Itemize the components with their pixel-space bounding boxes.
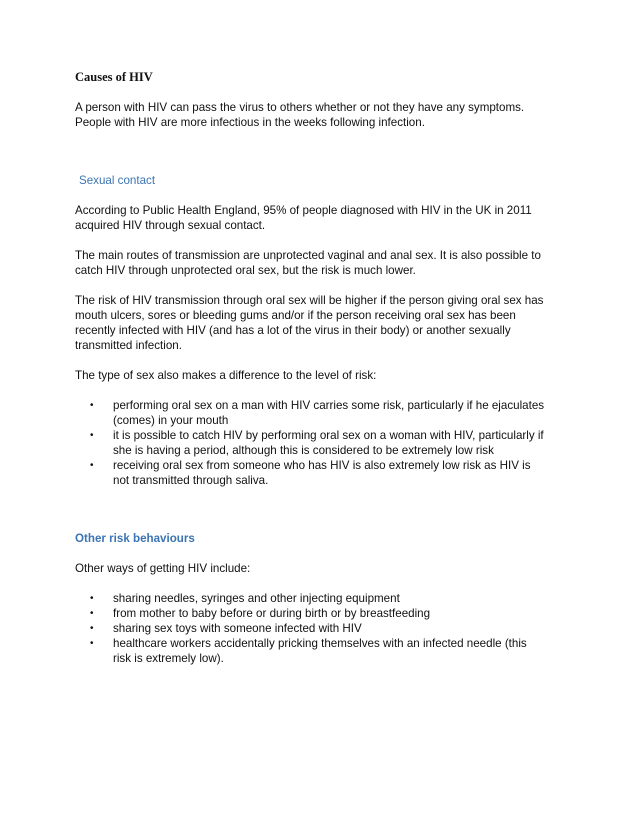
list-item-text: sharing sex toys with someone infected with HIV: [113, 622, 362, 635]
list-item-text: performing oral sex on a man with HIV carries some risk, particularly if he ejaculates (comes) in your mouth: [113, 399, 545, 427]
bullet-icon: •: [90, 460, 94, 471]
list-item-text: it is possible to catch HIV by performing oral sex on a woman with HIV, particularly if she is having a period, although this is considered to be extremely low risk: [113, 429, 544, 457]
list-item: [75, 636, 545, 666]
section-heading-sexual-contact: Sexual contact: [79, 174, 156, 187]
list-item: [75, 591, 545, 606]
list-item: [75, 621, 545, 636]
intro-paragraph: A person with HIV can pass the virus to others whether or not they have any symptoms. People with HIV are more infectious in the weeks following infection.: [75, 101, 525, 129]
bullet-icon: •: [90, 623, 94, 634]
section-spacer: [75, 145, 545, 173]
bullet-icon: •: [90, 593, 94, 604]
bullet-icon: •: [90, 430, 94, 441]
document-title: Causes of HIV: [75, 70, 153, 84]
list-item: [75, 458, 545, 488]
paragraph: The main routes of transmission are unprotected vaginal and anal sex. It is also possible to catch HIV through unprotected oral sex, but the risk is much lower.: [75, 249, 541, 277]
list-item-text: healthcare workers accidentally pricking themselves with an infected needle (this risk is extremely low).: [113, 637, 527, 665]
list-item: [75, 398, 545, 428]
bullet-icon: •: [90, 400, 94, 411]
paragraph: The type of sex also makes a difference to the level of risk:: [75, 369, 377, 382]
paragraph: The risk of HIV transmission through oral sex will be higher if the person giving oral sex has mouth ulcers, sores or bleeding gums and/or if the person receiving oral sex has been recently infected with HIV (and has a lot of the virus in their body) or another sexually transmitted infection.: [75, 294, 544, 352]
document-page: [75, 70, 545, 681]
section-spacer: [75, 503, 545, 531]
paragraph: According to Public Health England, 95% of people diagnosed with HIV in the UK in 2011 acquired HIV through sexual contact.: [75, 204, 532, 232]
bullet-list-sexual-risk: [75, 398, 545, 488]
list-item: [75, 606, 545, 621]
bullet-list-other-risk: [75, 591, 545, 666]
paragraph: Other ways of getting HIV include:: [75, 562, 251, 575]
list-item-text: sharing needles, syringes and other injecting equipment: [113, 592, 400, 605]
bullet-icon: •: [90, 638, 94, 649]
bullet-icon: •: [90, 608, 94, 619]
list-item-text: receiving oral sex from someone who has HIV is also extremely low risk as HIV is not transmitted through saliva.: [113, 459, 531, 487]
list-item-text: from mother to baby before or during birth or by breastfeeding: [113, 607, 431, 620]
list-item: [75, 428, 545, 458]
section-heading-other-risk: Other risk behaviours: [75, 532, 195, 545]
